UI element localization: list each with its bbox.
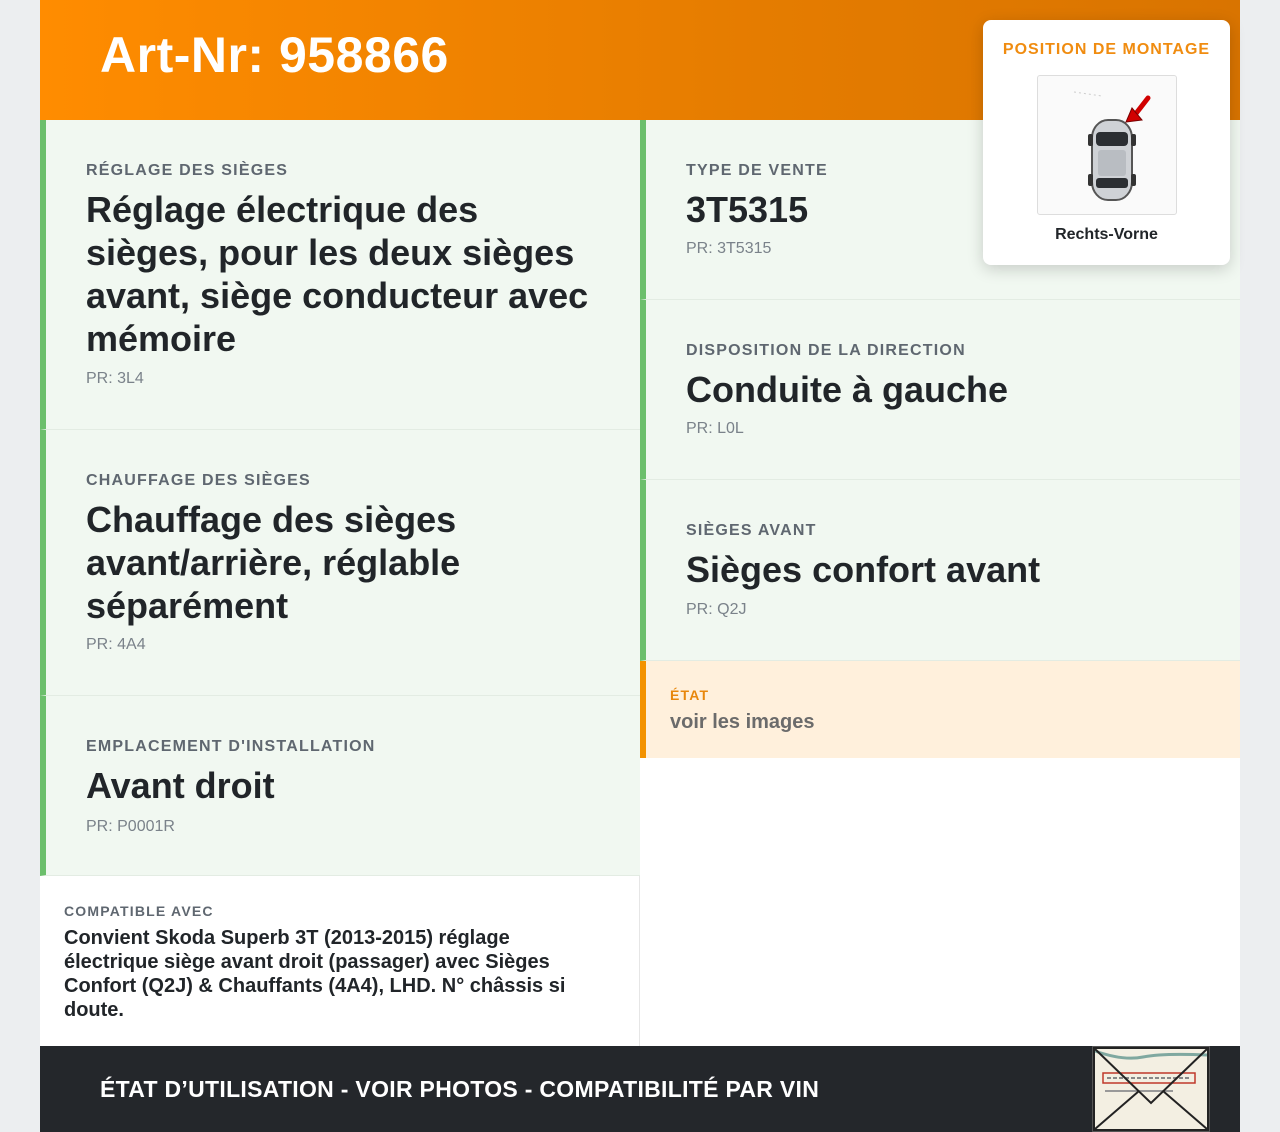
card-label: SIÈGES AVANT (686, 522, 817, 539)
mounting-position-caption: Rechts-Vorne (1055, 226, 1158, 243)
condition-value: voir les images (670, 711, 815, 733)
card-pr-code: PR: L0L (686, 420, 744, 437)
mounting-position-label: POSITION DE MONTAGE (1002, 41, 1211, 58)
product-sheet (40, 0, 1240, 1132)
card-pr-code: PR: P0001R (86, 818, 175, 835)
card-label: RÉGLAGE DES SIÈGES (86, 162, 289, 179)
mounting-position-card (983, 20, 1230, 265)
card-pr-code: PR: 4A4 (86, 636, 146, 653)
card-front-seats (640, 480, 1240, 661)
card-value: Conduite à gauche (686, 369, 1009, 410)
left-column (40, 120, 640, 876)
card-label: DISPOSITION DE LA DIRECTION (686, 342, 966, 359)
card-pr-code: PR: Q2J (686, 601, 747, 618)
card-seat-adjustment (40, 120, 640, 430)
envelope-vin-icon (1092, 1046, 1210, 1132)
article-number-title: Art-Nr: 958866 (100, 27, 449, 83)
card-value: Sièges confort avant (686, 549, 1041, 590)
card-value: Réglage électrique des sièges, pour les deux sièges avant, siège conducteur avec mémoire (86, 189, 589, 359)
footer-bar (40, 1046, 1240, 1132)
card-pr-code: PR: 3T5315 (686, 240, 772, 257)
card-pr-code: PR: 3L4 (86, 370, 144, 387)
card-value: 3T5315 (686, 189, 809, 230)
footer-text: ÉTAT D’UTILISATION - VOIR PHOTOS - COMPATIBILITÉ PAR VIN (100, 1076, 820, 1102)
card-install-location (40, 696, 640, 876)
card-label: CHAUFFAGE DES SIÈGES (86, 472, 311, 489)
compatibility-text: Convient Skoda Superb 3T (2013-2015) réglage électrique siège avant droit (passager) avec Sièges Confort (Q2J) & Chauffants (4A4), LHD. N° châssis si doute. (64, 927, 566, 1021)
card-seat-heating (40, 430, 640, 696)
condition-label: ÉTAT (670, 687, 710, 703)
card-label: TYPE DE VENTE (686, 162, 828, 179)
card-value: Chauffage des sièges avant/arrière, réglable séparément (86, 499, 461, 626)
card-condition (640, 661, 1240, 758)
car-top-view-icon (1037, 75, 1177, 215)
compatibility-section (40, 876, 640, 1046)
compatibility-label: COMPATIBLE AVEC (64, 903, 214, 919)
card-value: Avant droit (86, 765, 275, 806)
card-steering-layout (640, 300, 1240, 480)
card-label: EMPLACEMENT D'INSTALLATION (86, 738, 376, 755)
